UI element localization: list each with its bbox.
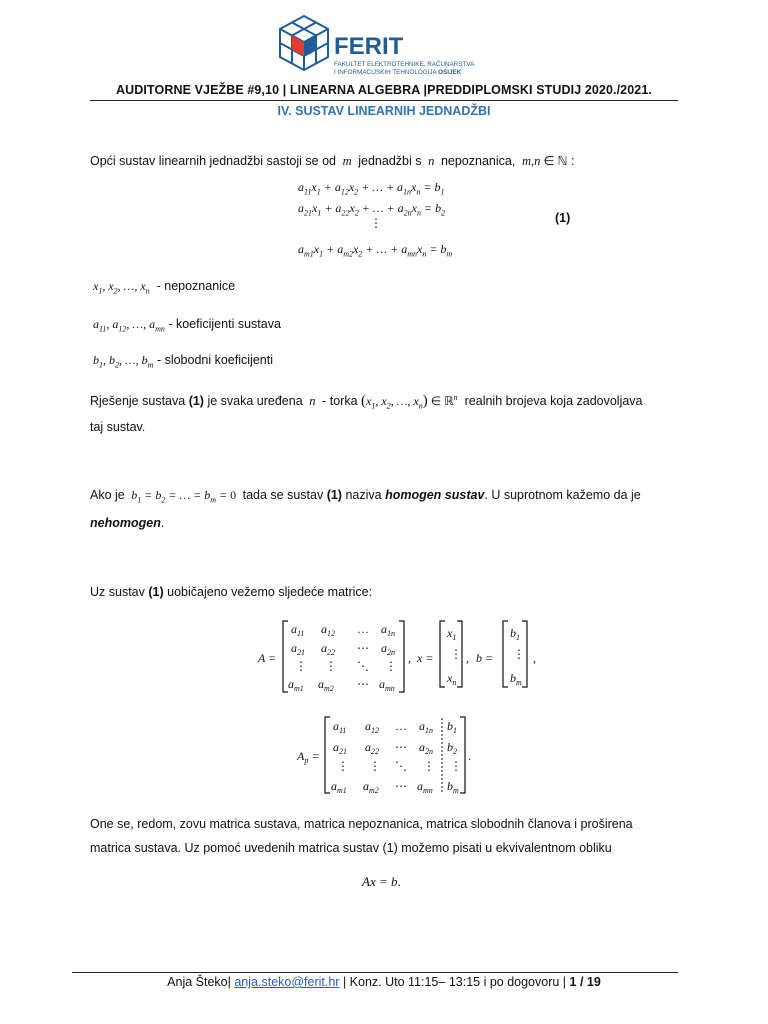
equation-row-2: $a_{21}x_1 + a_{22}x_2$ + … + $a_{2n}x_n = b_2$: [298, 201, 446, 218]
svg-text:b1: $b_1$: [447, 719, 457, 735]
svg-text:am1: $a_{m1}$: [331, 779, 347, 795]
matrix-ap-label: $A_p$ =: [297, 749, 320, 765]
svg-text:amn: $a_{mn}$: [417, 779, 433, 795]
homogeneous-paragraph-end: nehomogen.: [90, 516, 165, 530]
svg-text:⋮: ⋮: [325, 659, 337, 673]
svg-text:a1n: $a_{1n}$: [419, 719, 433, 735]
header-divider: [90, 100, 678, 101]
svg-text:a12: $a_{12}$: [365, 719, 379, 735]
equation-vdots: ⋮: [370, 216, 382, 230]
solution-paragraph-end: taj sustav.: [90, 420, 146, 434]
svg-text:⋮: ⋮: [423, 759, 435, 773]
svg-text:x1: $x_1$: [447, 626, 457, 642]
footer-consult: | Konz. Uto 11:15– 13:15 i po dogovoru |: [342, 975, 567, 989]
logo-brand: FERIT: [334, 33, 404, 60]
solution-paragraph: Rješenje sustava (1) je svaka uređena n - torka ($x_1$, $x_2$, …, $x_n$) ∈ ℝ$^n$ realnih brojeva koja zadovoljava: [90, 393, 643, 411]
footer-page-number: 1 / 19: [569, 975, 601, 989]
svg-text:⋮: ⋮: [450, 647, 462, 661]
section-title: IV. SUSTAV LINEARNIH JEDNADŽBI: [277, 104, 491, 118]
logo-line2: I INFORMACIJSKIH TEHNOLOGIJA OSIJEK: [334, 69, 462, 76]
svg-text:a2n: $a_{2n}$: [419, 740, 433, 756]
svg-text:…: …: [357, 622, 369, 636]
header-title: AUDITORNE VJEŽBE #9,10 | LINEARNA ALGEBRA |PREDDIPLOMSKI STUDIJ 2020./2021.: [116, 83, 652, 97]
equation-row-m: $a_{m1}x_1 + a_{m2}x_2$ + … + $a_{mn}x_n = b_m$: [298, 242, 453, 259]
svg-text:bm: $b_m$: [510, 671, 522, 687]
svg-text:⋱: ⋱: [357, 659, 369, 673]
legend-free-coefficients: $b_1$, $b_2$, …, $b_m$ - slobodni koeficijenti: [93, 353, 273, 370]
svg-text:,: ,: [466, 651, 469, 665]
svg-text:a12: $a_{12}$: [321, 622, 335, 638]
augmented-matrix: [295, 712, 485, 798]
footer-author: Anja Šteko|: [167, 975, 231, 989]
svg-text:⋮: ⋮: [385, 659, 397, 673]
svg-text:…: …: [395, 719, 407, 733]
legend-coefficients: $a_{11}$, $a_{12}$, …, $a_{mn}$ - koeficijenti sustava: [93, 317, 281, 334]
svg-text:⋱: ⋱: [395, 759, 407, 773]
svg-text:a1n: $a_{1n}$: [381, 622, 395, 638]
footer-email-link[interactable]: anja.steko@ferit.hr: [234, 975, 340, 989]
svg-text:⋮: ⋮: [450, 759, 462, 773]
matrix-equation: Ax = b.: [362, 874, 401, 889]
svg-text:am2: $a_{m2}$: [363, 779, 379, 795]
matrix-x-label: x =: [417, 651, 434, 665]
svg-text:a21: $a_{21}$: [291, 641, 305, 657]
svg-text:amn: $a_{mn}$: [379, 677, 395, 693]
svg-text:⋮: ⋮: [369, 759, 381, 773]
svg-text:,: ,: [408, 651, 411, 665]
svg-text:bm: $b_m$: [447, 779, 459, 795]
svg-text:⋮: ⋮: [337, 759, 349, 773]
svg-text:⋮: ⋮: [513, 647, 525, 661]
svg-text:⋯: ⋯: [395, 779, 407, 793]
matrix-a-label: A =: [258, 651, 277, 665]
svg-text:a2n: $a_{2n}$: [381, 641, 395, 657]
legend-unknowns: $x_1$, $x_2$, …, $x_n$ - nepoznanice: [93, 279, 236, 296]
svg-text:⋯: ⋯: [395, 740, 407, 754]
svg-text:am1: $a_{m1}$: [288, 677, 304, 693]
svg-text:a11: $a_{11}$: [291, 622, 305, 638]
svg-text:⋯: ⋯: [357, 641, 369, 655]
svg-text:.: .: [468, 749, 471, 763]
svg-text:am2: $a_{m2}$: [318, 677, 334, 693]
ferit-logo: [276, 14, 492, 88]
intro-paragraph: Opći sustav linearnih jednadžbi sastoji se od m jednadžbi s n nepoznanica, m,n ∈ ℕ :: [90, 154, 575, 168]
svg-text:a22: $a_{22}$: [365, 740, 379, 756]
closing-paragraph-line1: One se, redom, zovu matrica sustava, matrica nepoznanica, matrica slobodnih članova i proširena: [90, 817, 633, 831]
svg-text:,: ,: [533, 651, 536, 665]
svg-text:⋯: ⋯: [357, 677, 369, 691]
equation-label: (1): [555, 211, 571, 225]
svg-text:xn: $x_n$: [447, 671, 457, 687]
svg-text:a11: $a_{11}$: [333, 719, 347, 735]
matrices-a-x-b: [255, 615, 555, 697]
svg-text:a21: $a_{21}$: [333, 740, 347, 756]
closing-paragraph-line2: matrica sustava. Uz pomoć uvedenih matrica sustav (1) možemo pisati u ekvivalentnom obliku: [90, 841, 612, 855]
footer: [0, 975, 768, 989]
logo-line1: FAKULTET ELEKTROTEHNIKE, RAČUNARSTVA: [334, 61, 475, 68]
svg-text:a22: $a_{22}$: [321, 641, 335, 657]
homogeneous-paragraph: Ako je $b_1 = b_2$ = … = $b_m = 0$ tada se sustav (1) naziva homogen sustav. U suprotnom kažemo da je: [90, 488, 641, 505]
matrix-b-label: b =: [476, 651, 494, 665]
svg-text:b1: $b_1$: [510, 626, 520, 642]
matrices-intro: Uz sustav (1) uobičajeno vežemo sljedeće matrice:: [90, 585, 373, 599]
svg-text:⋮: ⋮: [295, 659, 307, 673]
footer-divider: [72, 972, 678, 973]
equation-row-1: $a_{11}x_1 + a_{12}x_2$ + … + $a_{1n}x_n = b_1$: [298, 180, 445, 197]
svg-text:b2: $b_2$: [447, 740, 457, 756]
